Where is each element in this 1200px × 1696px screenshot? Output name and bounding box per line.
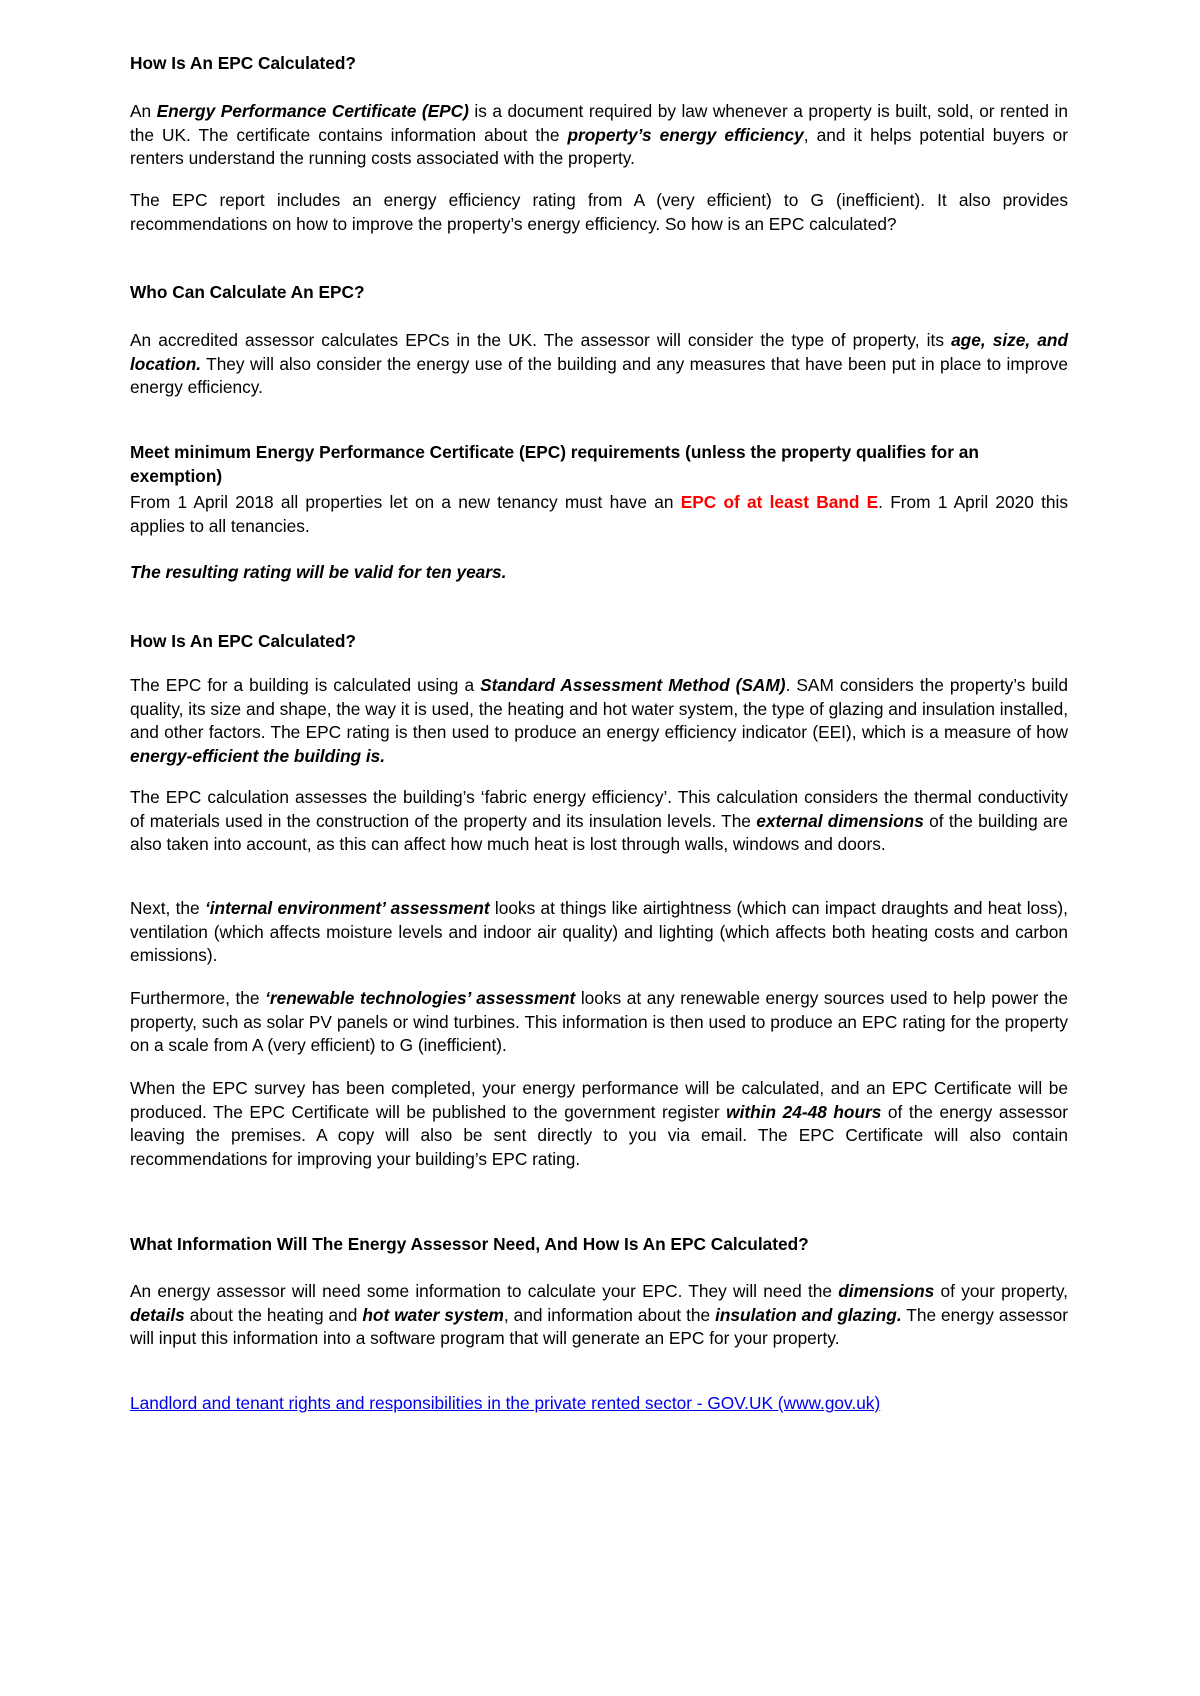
section-heading: How Is An EPC Calculated? [130,53,356,73]
paragraph: An energy assessor will need some information to calculate your EPC. They will need the dimensions of your property, details about the heating and hot water system, and information about the insulation and glazing. The energy assessor will input this information into a software program that will generate an EPC for your property. [130,1281,1068,1348]
section-heading: How Is An EPC Calculated? [130,631,356,651]
govuk-link[interactable]: Landlord and tenant rights and responsibilities in the private rented sector - GOV.UK (www.gov.uk) [130,1393,881,1413]
paragraph: The EPC calculation assesses the building’s ‘fabric energy efficiency’. This calculation considers the thermal conductivity of materials used in the construction of the property and its insulation levels. The external dimensions of the building are also taken into account, as this can affect how much heat is lost through walls, windows and doors. [130,787,1069,854]
section-heading: What Information Will The Energy Assessor Need, And How Is An EPC Calculated? [130,1234,809,1254]
link-paragraph [130,1392,1068,1416]
paragraph: An Energy Performance Certificate (EPC) is a document required by law whenever a property is built, sold, or rented in the UK. The certificate contains information about the property’s energy efficiency, and it helps potential buyers or renters understand the running costs associated with the property. [130,101,1069,168]
section-heading: Who Can Calculate An EPC? [130,282,365,302]
paragraph: Furthermore, the ‘renewable technologies’ assessment looks at any renewable energy sources used to help power the property, such as solar PV panels or wind turbines. This information is then used to produce an EPC rating for the property on a scale from A (very efficient) to G (inefficient). [130,988,1069,1055]
paragraph: An accredited assessor calculates EPCs in the UK. The assessor will consider the type of property, its age, size, and location. They will also consider the energy use of the building and any measures that have been put in place to improve energy efficiency. [130,330,1069,397]
paragraph: When the EPC survey has been completed, your energy performance will be calculated, and an EPC Certificate will be produced. The EPC Certificate will be published to the government register within 24-48 hours of the energy assessor leaving the premises. A copy will also be sent directly to you via email. The EPC Certificate will also contain recommendations for improving your building’s EPC rating. [130,1078,1068,1169]
paragraph: Next, the ‘internal environment’ assessment looks at things like airtightness (which can impact draughts and heat loss), ventilation (which affects moisture levels and indoor air quality) and lighting (which affects both heating costs and carbon emissions). [130,898,1068,965]
paragraph: The EPC report includes an energy efficiency rating from A (very efficient) to G (inefficient). It also provides recommendations on how to improve the property’s energy efficiency. So how is an EPC calculated? [130,190,1068,234]
paragraph: From 1 April 2018 all properties let on a new tenancy must have an EPC of at least Band E. From 1 April 2020 this applies to all tenancies. [130,492,1068,536]
paragraph-emphasis: The resulting rating will be valid for ten years. [130,562,507,582]
section-heading: Meet minimum Energy Performance Certificate (EPC) requirements (unless the property qualifies for an exemption) [130,442,979,486]
paragraph: The EPC for a building is calculated using a Standard Assessment Method (SAM). SAM considers the property’s build quality, its size and shape, the way it is used, the heating and hot water system, the type of glazing and insulation installed, and other factors. The EPC rating is then used to produce an energy efficiency indicator (EEI), which is a measure of how energy-efficient the building is. [130,675,1068,766]
